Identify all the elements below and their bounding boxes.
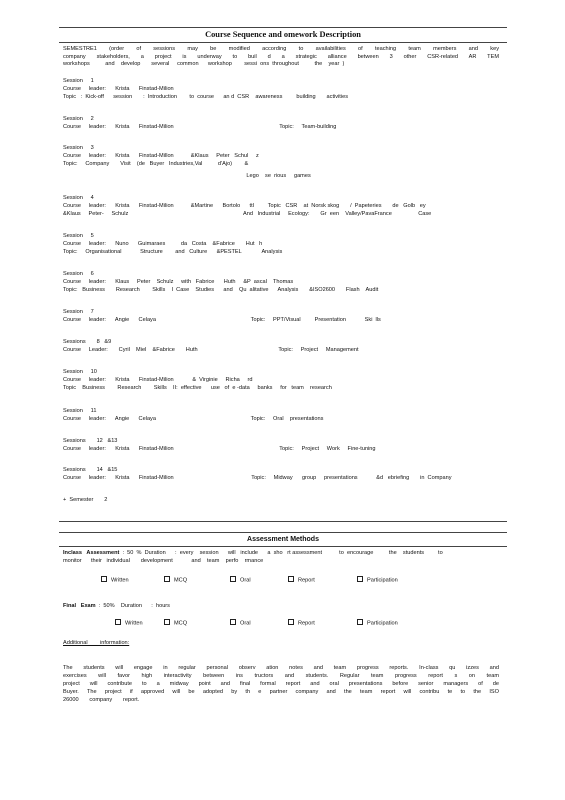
final-option-oral[interactable]: Oral bbox=[230, 619, 251, 628]
session-1-leader: Course leader: Krista Finstad-Milion bbox=[63, 86, 174, 92]
intro-line-3: workshops and develop several common workshop sessi ons throughout the year ) bbox=[63, 61, 345, 67]
final-option-written[interactable]: Written bbox=[115, 619, 143, 628]
session-1-topic: Topic : Kick-off session : Introduction to course an d CSR awareness building activities bbox=[63, 94, 348, 100]
session-5-leader: Course leader: Nuno Guimaraes da Costa &Fabrice Hut h bbox=[63, 241, 263, 247]
session-8-9-heading: Sessions 8 &9 bbox=[63, 339, 112, 345]
inclass-option-oral[interactable]: Oral bbox=[230, 576, 251, 585]
session-3-topic: Topic: Company Visit (de Buyer Industries,Val d'Ajo) & bbox=[63, 161, 249, 167]
final-exam-label: Final Exam bbox=[63, 603, 96, 609]
inclass-option-mcq[interactable]: MCQ bbox=[164, 576, 187, 585]
inclass-option-participation[interactable]: Participation bbox=[357, 576, 398, 585]
final-option-mcq[interactable]: MCQ bbox=[164, 619, 187, 628]
session-10-topic: Topic Business Research Skills II: effective use of e -data banks for team research bbox=[63, 385, 332, 391]
session-4-leader: Course leader: Krista Finstad-Milion &Martine Bortolo ttl Topic CSR at Norsk skog / Papeteries de Golb ey bbox=[63, 203, 426, 209]
session-5-topic: Topic: Organisational Structure and Culture &PESTEL Analysis bbox=[63, 249, 283, 255]
session-11-heading: Session 11 bbox=[63, 408, 97, 414]
session-14-15-heading: Sessions 14 &15 bbox=[63, 467, 118, 473]
session-2-heading: Session 2 bbox=[63, 116, 94, 122]
course-bottom-rule bbox=[59, 521, 507, 522]
session-7-heading: Session 7 bbox=[63, 309, 94, 315]
final-option-participation[interactable]: Participation bbox=[357, 619, 398, 628]
session-8-9-leader: Course Leader: Cyril Miel &Fabrice Huth Topic: Project Management bbox=[63, 347, 359, 353]
session-12-13-leader: Course leader: Krista Finstad-Milion Topic: Project Work Fine-tuning bbox=[63, 446, 376, 452]
inclass-option-report[interactable]: Report bbox=[288, 576, 315, 585]
session-6-topic: Topic: Business Research Skills I Case Studies and Qu alitative Analysis &ISO2600 Flash Audit bbox=[63, 287, 379, 293]
additional-text-line-1: The students will engage in regular personal observ ation notes and team progress reports. In-class qu izzes and bbox=[63, 665, 499, 671]
session-6-leader: Course leader: Klaus Peter Schulz with Fabrice Huth &P ascal Thomas bbox=[63, 279, 294, 285]
session-3-topic-cont: Lego se rious games bbox=[63, 173, 311, 179]
inclass-assessment-details: : 50 % Duration : every session will include a sho rt assessment to encourage the students to bbox=[119, 550, 443, 556]
checkbox-icon bbox=[288, 576, 294, 582]
checkbox-icon bbox=[164, 619, 170, 625]
intro-line-2: company stakeholders, a project is underway to buil d a strategic alliance between 3 other CSR-related AR TEM bbox=[63, 53, 499, 60]
session-11-leader: Course leader: Angie Celaya Topic: Oral presentations bbox=[63, 416, 324, 422]
checkbox-icon bbox=[164, 576, 170, 582]
session-6-heading: Session 6 bbox=[63, 271, 94, 277]
session-2-leader: Course leader: Krista Finstad-Milion Topic: Team-building bbox=[63, 124, 337, 130]
session-5-heading: Session 5 bbox=[63, 233, 94, 239]
additional-text-line-5: 26000 company report. bbox=[63, 697, 140, 703]
additional-info-label: Additional information: bbox=[63, 640, 130, 646]
course-title-rule bbox=[59, 42, 507, 43]
checkbox-icon bbox=[115, 619, 121, 625]
final-exam-line bbox=[63, 603, 499, 611]
checkbox-icon bbox=[288, 619, 294, 625]
final-exam-details: : 50% Duration : hours bbox=[95, 603, 170, 609]
inclass-assessment-label: Inclass Assessment bbox=[63, 550, 120, 556]
assessment-title-rule bbox=[59, 546, 507, 547]
session-7-leader: Course leader: Angie Celaya Topic: PPT/Visual Presentation Ski lls bbox=[63, 317, 381, 323]
final-option-report[interactable]: Report bbox=[288, 619, 315, 628]
additional-text-line-2: exercises will favor high interactivity between ins tructors and students. Regular team progress report s on team bbox=[63, 673, 499, 679]
session-4-topic: &Klaus Peter- Schulz And Industrial Ecology: Gr een Valley/PavaFrance Case bbox=[63, 211, 432, 217]
additional-text-line-3: project will contribute to a midway point and final formal report and oral presentations before senior managers of de bbox=[63, 681, 499, 687]
session-10-leader: Course leader: Krista Finstad-Milion & Virginie Richa rd bbox=[63, 377, 253, 383]
session-1-heading: Session 1 bbox=[63, 78, 94, 84]
session-3-leader: Course leader: Krista Finstad-Millon &Klaus Peter Schul z bbox=[63, 153, 259, 159]
session-3-heading: Session 3 bbox=[63, 145, 94, 151]
additional-text-line-4: Buyer. The project if approved will be adopted by th e partner company and the team report will contribu te to the ISO bbox=[63, 689, 499, 695]
checkbox-icon bbox=[357, 576, 363, 582]
checkbox-icon bbox=[357, 619, 363, 625]
session-4-heading: Session 4 bbox=[63, 195, 94, 201]
course-section-title: Course Sequence and omework Description bbox=[205, 30, 361, 39]
assessment-top-rule bbox=[59, 532, 507, 533]
assessment-section-title: Assessment Methods bbox=[247, 536, 319, 543]
inclass-assessment-line bbox=[63, 550, 499, 558]
session-12-13-heading: Sessions 12 &13 bbox=[63, 438, 118, 444]
checkbox-icon bbox=[230, 619, 236, 625]
session-10-heading: Session 10 bbox=[63, 369, 97, 375]
semester-2-note: + Semester 2 bbox=[63, 497, 108, 503]
top-rule bbox=[59, 27, 507, 28]
session-14-15-leader: Course leader: Krista Finstad-Milion Topic: Midway group presentations &d ebriefing in Company bbox=[63, 475, 452, 481]
checkbox-icon bbox=[101, 576, 107, 582]
inclass-assessment-line-2: monitor their individual development and team perfo rmance bbox=[63, 558, 264, 564]
intro-line-1: SEMESTRE1 (order of sessions may be modified according to availabilities of teaching team members and key bbox=[63, 46, 499, 52]
inclass-option-written[interactable]: Written bbox=[101, 576, 129, 585]
checkbox-icon bbox=[230, 576, 236, 582]
